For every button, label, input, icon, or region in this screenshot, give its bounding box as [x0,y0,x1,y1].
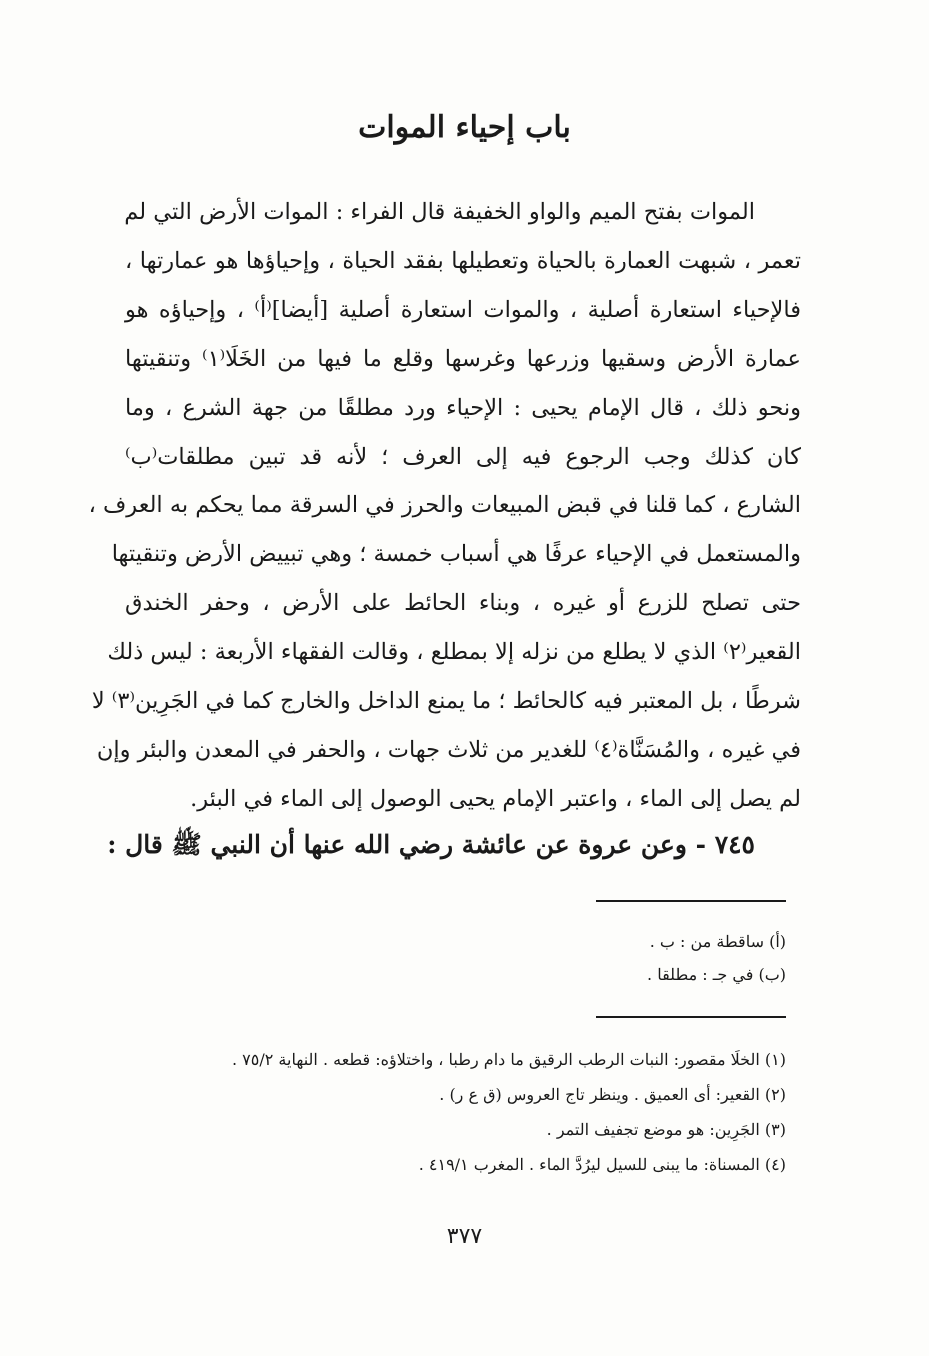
footnote: (٢) القعير: أى العميق . وينظر تاج العروس (ق ع ر) . [439,1085,786,1104]
page-number: ٣٧٧ [446,1224,483,1249]
text-line: والمستعمل في الإحياء عرفًا هي أسباب خمسة ؛ وهي تبييض الأرض وتنقيتها [111,541,801,568]
text-line: فالإحياء استعارة أصلية ، والموات استعارة أصلية [أيضا]⁽أ⁾ ، وإحياؤه هو [125,296,801,323]
footnote-divider [596,900,786,902]
footnote: (١) الخلَا مقصور: النبات الرطب الرقيق ما دام رطبا ، واختلاؤه: قطعه . النهاية ٧٥/٢ . [232,1050,786,1069]
footnote: (أ) ساقطة من : ب . [649,932,786,951]
footnote: (٤) المسناة: ما يبنى للسيل ليرُدَّ الماء . المغرب ٤١٩/١ . [418,1155,786,1174]
footnote-divider [596,1016,786,1018]
text-line: تعمر ، شبهت العمارة بالحياة وتعطيلها بفقد الحياة ، وإحياؤها هو عمارتها ، [125,247,801,274]
hadith-heading: ٧٤٥ - وعن عروة عن عائشة رضي الله عنها أن النبي ﷺ قال : [107,830,755,859]
chapter-title: باب إحياء الموات [358,110,571,145]
text-line: كان كذلك وجب الرجوع فيه إلى العرف ؛ لأنه قد تبين مطلقات⁽ب⁾ [125,443,801,470]
footnote: (ب) في جـ : مطلقا . [647,965,786,984]
text-line: شرطًا ، بل المعتبر فيه كالحائط ؛ ما يمنع الداخل والخارج كما في الجَرِين⁽٣⁾ لا [91,688,801,715]
text-line: ونحو ذلك ، قال الإمام يحيى : الإحياء ورد مطلقًا من جهة الشرع ، وما [125,394,801,421]
footnote: (٣) الجَرِين: هو موضع تجفيف التمر . [546,1120,786,1139]
text-line: الموات بفتح الميم والواو الخفيفة قال الفراء : الموات الأرض التي لم [124,199,755,225]
text-line: حتى تصلح للزرع أو غيره ، وبناء الحائط على الأرض ، وحفر الخندق [125,590,801,617]
main-text [88,188,801,824]
text-line: لم يصل إلى الماء ، واعتبر الإمام يحيى الوصول إلى الماء في البئر. [190,785,801,812]
variant-notes [166,925,786,991]
text-line: القعير⁽٢⁾ الذي لا يطلع من نزله إلا بمطلع ، وقالت الفقهاء الأربعة : ليس ذلك [107,639,801,666]
text-line: في غيره ، والمُسَنَّاة⁽٤⁾ للغدير من ثلاث جهات ، والحفر في المعدن والبئر وإن [96,736,801,763]
text-line: عمارة الأرض وسقيها وزرعها وغرسها وقلع ما فيها من الخَلَا⁽١⁾ وتنقيتها [125,345,801,372]
explanatory-notes [166,1042,786,1182]
text-line: الشارع ، كما قلنا في قبض المبيعات والحرز في السرقة مما يحكم به العرف ، [88,492,801,519]
